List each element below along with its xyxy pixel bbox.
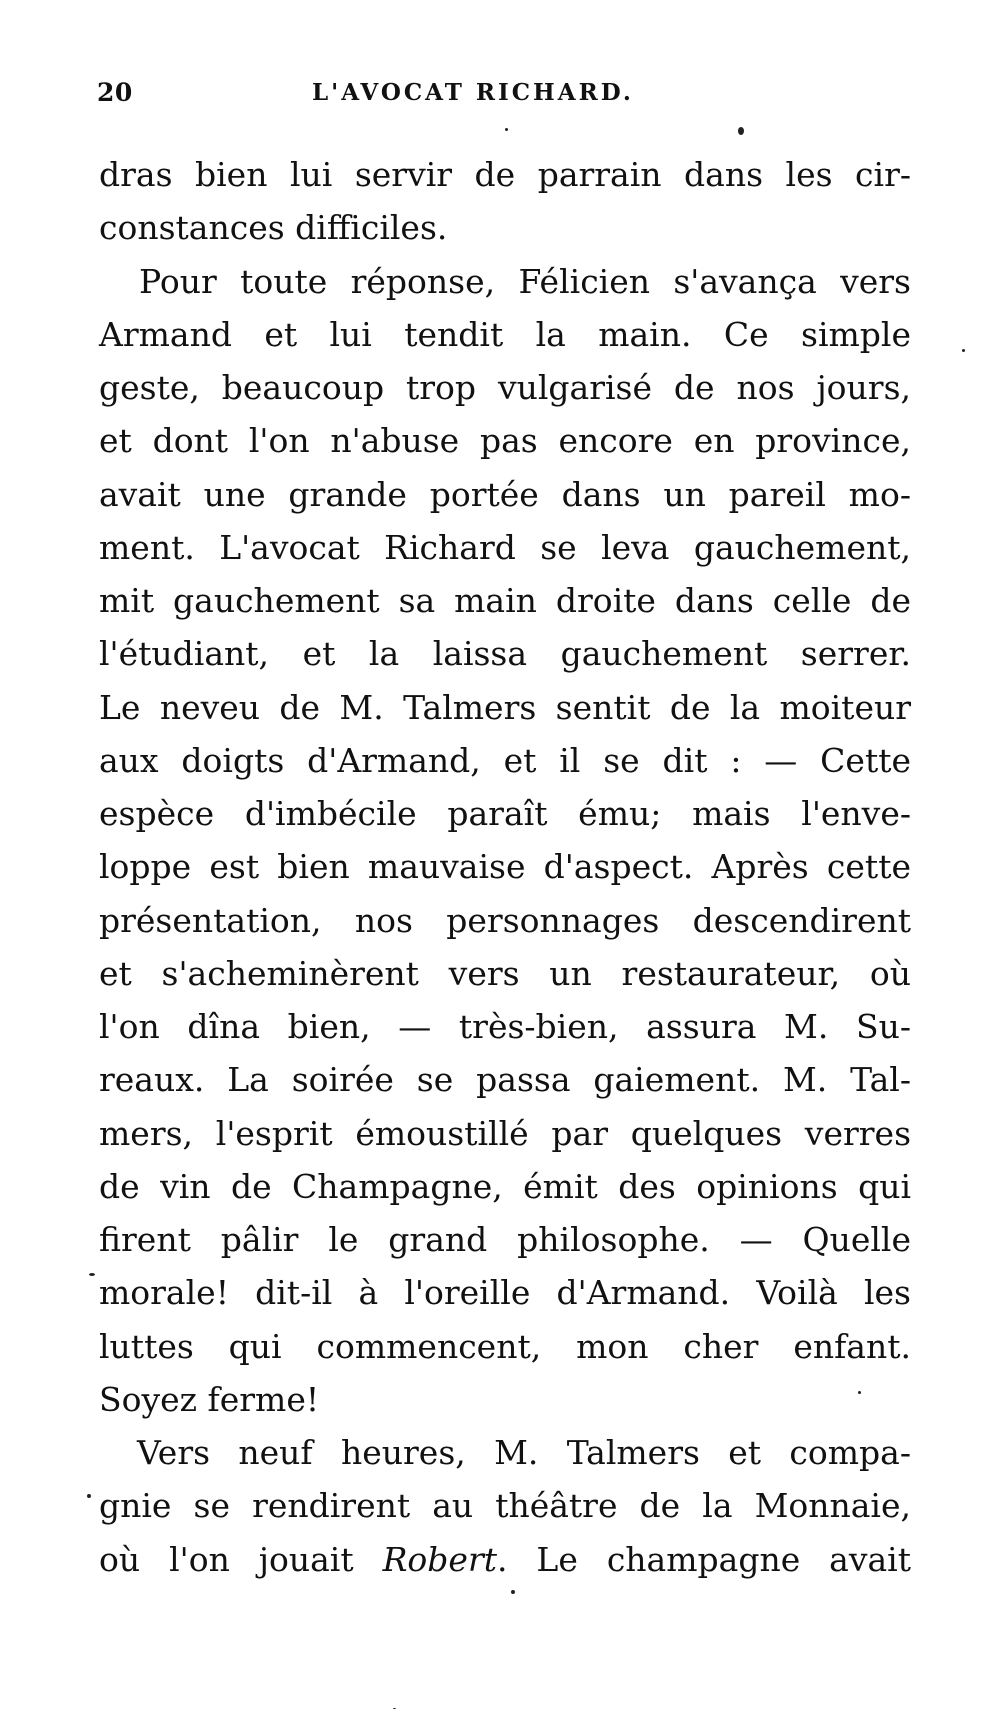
print-speck: [505, 128, 508, 131]
paragraph-start-line: Pour toute réponse, Félicien s'avança vers: [139, 261, 911, 301]
print-speck: [511, 1590, 515, 1594]
print-speck: [858, 1391, 861, 1394]
text-line: espèce d'imbécile paraît ému; mais l'enve-: [99, 794, 911, 833]
text-line: firent pâlir le grand philosophe. — Quelle: [99, 1220, 911, 1259]
text-line: Le neveu de M. Talmers sentit de la moiteur: [99, 687, 911, 727]
text-line: de vin de Champagne, émit des opinions qui: [99, 1166, 911, 1206]
print-speck: [962, 349, 965, 352]
text-line: et dont l'on n'abuse pas encore en province,: [99, 421, 911, 461]
text-line: luttes qui commencent, mon cher enfant.: [99, 1326, 911, 1366]
text-line: [99, 1533, 911, 1586]
text-line: mers, l'esprit émoustillé par quelques verres: [99, 1113, 911, 1153]
text-segment: . Le champagne avait: [496, 1539, 911, 1579]
text-line: constances difficiles.: [99, 208, 448, 248]
print-speck: [87, 1494, 91, 1498]
text-line: ment. L'avocat Richard se leva gauchement,: [99, 527, 911, 567]
running-header: [97, 78, 681, 114]
text-line: Armand et lui tendit la main. Ce simple: [99, 314, 911, 354]
paragraph-start-line: Vers neuf heures, M. Talmers et compa-: [137, 1433, 911, 1472]
text-segment: où l'on jouait: [99, 1539, 383, 1579]
text-line: reaux. La soirée se passa gaiement. M. Tal-: [99, 1060, 911, 1100]
print-speck: [89, 1273, 95, 1276]
text-line: loppe est bien mauvaise d'aspect. Après cette: [99, 847, 911, 887]
body-text: [99, 148, 911, 1586]
text-line: gnie se rendirent au théâtre de la Monnaie,: [99, 1486, 911, 1526]
text-line: geste, beaucoup trop vulgarisé de nos jours,: [99, 368, 911, 407]
italic-title: Robert: [382, 1539, 497, 1579]
text-line: dras bien lui servir de parrain dans les cir-: [99, 155, 911, 194]
text-line: présentation, nos personnages descendirent: [99, 900, 911, 940]
text-line: et s'acheminèrent vers un restaurateur, où: [99, 953, 911, 993]
text-line: Soyez ferme!: [99, 1379, 320, 1419]
running-title: L'AVOCAT RICHARD.: [312, 79, 634, 106]
text-line: aux doigts d'Armand, et il se dit : — Cette: [99, 740, 911, 780]
page-number: 20: [97, 78, 133, 107]
text-line: l'on dîna bien, — très-bien, assura M. Su-: [99, 1007, 911, 1046]
print-speck: [738, 127, 744, 135]
text-line: l'étudiant, et la laissa gauchement serrer.: [99, 634, 911, 674]
text-line: avait une grande portée dans un pareil mo-: [99, 474, 911, 514]
text-line: mit gauchement sa main droite dans celle de: [99, 581, 911, 620]
text-line: morale! dit-il à l'oreille d'Armand. Voilà les: [99, 1273, 911, 1313]
